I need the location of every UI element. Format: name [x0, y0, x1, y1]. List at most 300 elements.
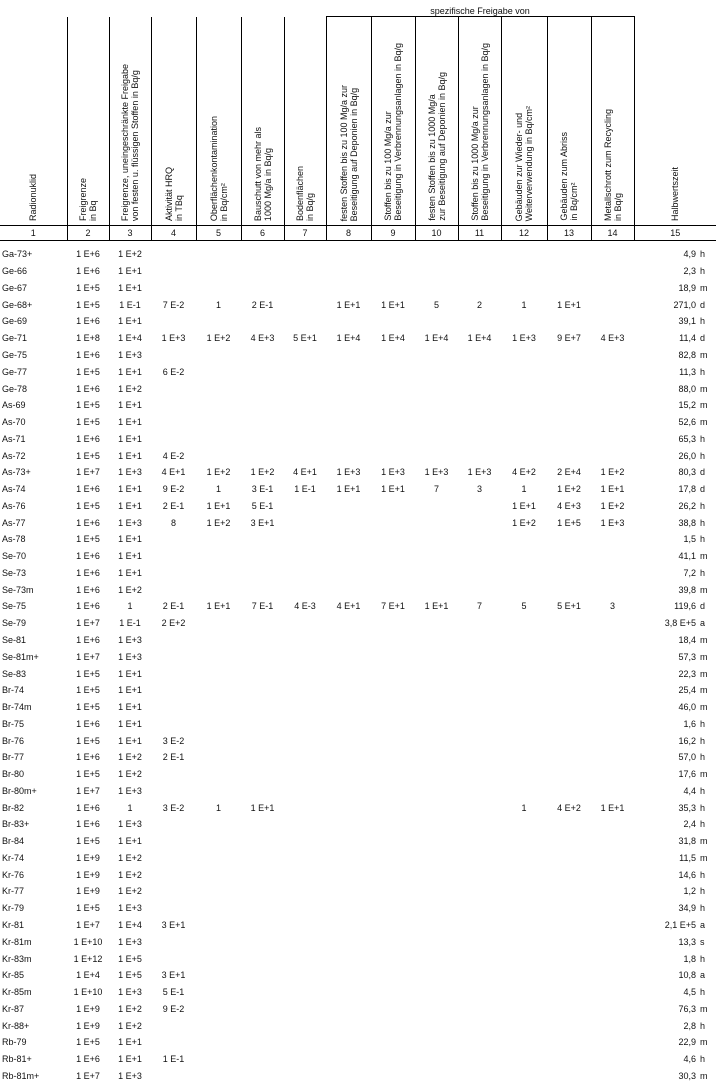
cell-col-8: [326, 632, 371, 649]
table-row: [0, 1034, 716, 1051]
column-header-5: [196, 17, 241, 226]
nuclide-name: Rb-81m+: [2, 1070, 40, 1081]
cell-col-13: [547, 950, 591, 967]
cell-col-13: [547, 430, 591, 447]
cell-col-11: [458, 933, 501, 950]
half-life-unit: h: [700, 802, 706, 813]
cell-col-2: 1 E+5: [76, 769, 100, 780]
cell-col-11: [458, 548, 501, 565]
cell-col-12: [501, 263, 547, 280]
half-life-value: 271,0: [673, 299, 697, 310]
half-life-value: 11,5: [679, 852, 697, 863]
half-life-cell: [634, 933, 716, 950]
cell-col-4: 2 E+2: [161, 618, 186, 629]
cell-col-11: [458, 950, 501, 967]
cell-col-9: [371, 833, 415, 850]
cell-col-3: 1 E+1: [118, 718, 142, 729]
cell-col-13: [547, 380, 591, 397]
half-life-cell: [634, 447, 716, 464]
cell-col-7: [284, 1034, 326, 1051]
cell-col-13: [547, 1034, 591, 1051]
cell-col-11: [458, 883, 501, 900]
cell-col-7: [284, 380, 326, 397]
cell-col-8: [326, 397, 371, 414]
half-life-unit: h: [700, 886, 706, 897]
cell-col-14: [591, 280, 634, 297]
cell-col-13: [547, 347, 591, 364]
table-row: [0, 632, 716, 649]
cell-col-10: [415, 917, 458, 934]
cell-col-13: [547, 632, 591, 649]
half-life-unit: m: [700, 349, 708, 360]
cell-col-11: [458, 414, 501, 431]
cell-col-3: 1 E+2: [118, 1003, 142, 1014]
cell-col-11: [458, 280, 501, 297]
cell-col-4: [151, 833, 196, 850]
half-life-value: 82,8: [678, 349, 697, 360]
cell-col-12: [501, 950, 547, 967]
cell-col-8: [326, 715, 371, 732]
cell-col-2: 1 E+5: [76, 450, 100, 461]
cell-col-11: 1 E+3: [467, 467, 492, 478]
cell-col-13: [547, 1000, 591, 1017]
table-row: [0, 648, 716, 665]
cell-col-3: 1 E+1: [118, 500, 142, 511]
cell-col-7: [284, 984, 326, 1001]
cell-col-4: 5 E-1: [162, 987, 185, 998]
cell-col-9: [371, 850, 415, 867]
table-row: [0, 917, 716, 934]
half-life-unit: m: [700, 282, 708, 293]
cell-col-12: [501, 1017, 547, 1034]
cell-col-7: [284, 816, 326, 833]
half-life-value: 46,0: [678, 702, 697, 713]
group-header-spezifische-freigabe: spezifische Freigabe von: [326, 0, 634, 17]
cell-col-7: [284, 615, 326, 632]
cell-col-10: [415, 632, 458, 649]
half-life-cell: [634, 648, 716, 665]
cell-col-5: 1 E+2: [206, 517, 231, 528]
cell-col-8: 4 E+1: [336, 601, 361, 612]
nuclide-name: Br-76: [2, 735, 25, 746]
cell-col-7: [284, 682, 326, 699]
cell-col-7: 4 E-3: [294, 601, 316, 612]
cell-col-10: 7: [433, 484, 439, 495]
cell-col-4: 4 E+1: [161, 467, 186, 478]
cell-col-5: [196, 263, 241, 280]
cell-col-5: [196, 917, 241, 934]
cell-col-9: [371, 632, 415, 649]
cell-col-4: [151, 766, 196, 783]
nuclide-name: Kr-74: [2, 852, 25, 863]
cell-col-5: [196, 883, 241, 900]
cell-col-11: [458, 984, 501, 1001]
cell-col-13: [547, 766, 591, 783]
cell-col-10: [415, 581, 458, 598]
cell-col-11: [458, 380, 501, 397]
cell-col-8: [326, 917, 371, 934]
cell-col-6: [241, 749, 284, 766]
cell-col-9: [371, 665, 415, 682]
cell-col-3: 1: [127, 802, 133, 813]
half-life-cell: [634, 497, 716, 514]
cell-col-6: [241, 950, 284, 967]
cell-col-8: [326, 816, 371, 833]
cell-col-5: [196, 363, 241, 380]
cell-col-9: [371, 933, 415, 950]
half-life-value: 35,3: [678, 802, 697, 813]
cell-col-11: [458, 917, 501, 934]
cell-col-6: [241, 280, 284, 297]
cell-col-6: [241, 313, 284, 330]
cell-col-5: [196, 615, 241, 632]
cell-col-6: [241, 699, 284, 716]
cell-col-10: [415, 967, 458, 984]
cell-col-8: 1 E+1: [336, 299, 361, 310]
cell-col-13: [547, 531, 591, 548]
cell-col-6: [241, 967, 284, 984]
half-life-cell: [634, 1034, 716, 1051]
cell-col-3: 1 E+3: [118, 651, 142, 662]
table-row: [0, 783, 716, 800]
table-row: [0, 313, 716, 330]
table-row: [0, 1068, 716, 1084]
cell-col-6: [241, 1000, 284, 1017]
cell-col-11: [458, 766, 501, 783]
half-life-cell: [634, 430, 716, 447]
nuclide-name: As-74: [2, 484, 26, 495]
table-row: [0, 1051, 716, 1068]
cell-col-4: 3 E-2: [162, 735, 185, 746]
cell-col-12: [501, 565, 547, 582]
half-life-value: 10,8: [678, 970, 697, 981]
cell-col-3: 1 E+1: [118, 534, 142, 545]
cell-col-7: [284, 883, 326, 900]
table-row: [0, 497, 716, 514]
half-life-unit: h: [700, 819, 706, 830]
cell-col-2: 1 E+5: [76, 366, 100, 377]
cell-col-11: [458, 565, 501, 582]
cell-col-2: 1 E+6: [76, 266, 100, 277]
cell-col-3: 1 E+1: [118, 702, 142, 713]
nuclide-name: Kr-77: [2, 886, 25, 897]
cell-col-2: 1 E+10: [73, 936, 103, 947]
column-number-row: [0, 226, 716, 241]
cell-col-4: 9 E-2: [162, 1003, 185, 1014]
cell-col-6: 3 E+1: [250, 517, 275, 528]
half-life-unit: m: [700, 383, 708, 394]
cell-col-4: [151, 900, 196, 917]
half-life-unit: a: [700, 618, 706, 629]
cell-col-12: [501, 967, 547, 984]
cell-col-14: [591, 615, 634, 632]
cell-col-3: 1 E+3: [118, 349, 142, 360]
cell-col-3: 1 E+3: [118, 785, 142, 796]
cell-col-7: [284, 581, 326, 598]
nuclide-name: Br-75: [2, 718, 25, 729]
half-life-unit: m: [700, 836, 708, 847]
column-header-label: Aktivität HRQ in TBq: [163, 166, 184, 221]
cell-col-3: 1 E+1: [118, 417, 142, 428]
column-header-14: [591, 17, 634, 226]
half-life-cell: [634, 481, 716, 498]
nuclide-name: Ge-66: [2, 266, 28, 277]
half-life-unit: m: [700, 551, 708, 562]
cell-col-14: 1 E+1: [600, 802, 625, 813]
column-number: 13: [547, 226, 591, 241]
cell-col-6: [241, 246, 284, 263]
half-life-unit: a: [700, 970, 706, 981]
cell-col-11: [458, 531, 501, 548]
cell-col-14: 1 E+3: [600, 517, 625, 528]
cell-col-2: 1 E+4: [76, 970, 100, 981]
cell-col-9: 7 E+1: [381, 601, 405, 612]
cell-col-3: 1 E+2: [118, 752, 142, 763]
cell-col-10: [415, 447, 458, 464]
cell-col-6: 3 E-1: [251, 484, 274, 495]
cell-col-5: [196, 380, 241, 397]
cell-col-3: 1 E+3: [118, 987, 142, 998]
half-life-cell: [634, 632, 716, 649]
cell-col-4: [151, 1034, 196, 1051]
cell-col-4: 4 E-2: [162, 450, 185, 461]
half-life-unit: h: [700, 785, 706, 796]
cell-col-11: [458, 665, 501, 682]
cell-col-12: [501, 414, 547, 431]
cell-col-6: [241, 1068, 284, 1084]
table-row: [0, 615, 716, 632]
column-header-12: [501, 17, 547, 226]
cell-col-2: 1 E+6: [76, 433, 100, 444]
column-number: 15: [634, 226, 716, 241]
cell-col-10: [415, 565, 458, 582]
column-header-label: Freigrenze, uneingeschränkte Freigabe von festen u. flüssigen Stoffen in Bq/g: [120, 63, 140, 221]
half-life-cell: [634, 598, 716, 615]
column-header-label: Metallschrott zum Recycling in Bq/g: [602, 108, 623, 221]
cell-col-5: [196, 816, 241, 833]
half-life-unit: m: [700, 634, 708, 645]
cell-col-2: 1 E+9: [76, 886, 100, 897]
nuclide-name: Ge-67: [2, 282, 28, 293]
table-row: [0, 531, 716, 548]
cell-col-13: [547, 933, 591, 950]
cell-col-9: [371, 682, 415, 699]
nuclide-name: Br-74m: [2, 702, 32, 713]
cell-col-14: [591, 1051, 634, 1068]
cell-col-14: [591, 850, 634, 867]
cell-col-8: [326, 799, 371, 816]
cell-col-7: [284, 933, 326, 950]
cell-col-14: [591, 430, 634, 447]
column-number: 3: [109, 226, 151, 241]
cell-col-14: [591, 363, 634, 380]
cell-col-9: [371, 581, 415, 598]
cell-col-14: [591, 766, 634, 783]
cell-col-14: [591, 531, 634, 548]
cell-col-13: [547, 548, 591, 565]
cell-col-5: [196, 833, 241, 850]
nuclide-name: Br-77: [2, 752, 25, 763]
cell-col-9: [371, 1000, 415, 1017]
nuclide-name: As-73+: [2, 467, 31, 478]
cell-col-6: [241, 682, 284, 699]
half-life-cell: [634, 296, 716, 313]
cell-col-3: 1 E+2: [118, 249, 142, 260]
cell-col-3: 1 E+3: [118, 517, 142, 528]
cell-col-5: [196, 1051, 241, 1068]
cell-col-4: [151, 1068, 196, 1084]
cell-col-10: [415, 263, 458, 280]
nuclide-name: Kr-81: [2, 920, 25, 930]
cell-col-2: 1 E+5: [76, 735, 100, 746]
cell-col-12: [501, 900, 547, 917]
table-row: [0, 565, 716, 582]
cell-col-11: [458, 682, 501, 699]
cell-col-9: [371, 950, 415, 967]
cell-col-12: 5: [521, 601, 527, 612]
half-life-value: 14,6: [678, 869, 697, 880]
half-life-value: 25,4: [678, 685, 697, 696]
cell-col-3: 1 E+1: [118, 685, 142, 696]
half-life-unit: h: [700, 249, 706, 260]
cell-col-14: [591, 749, 634, 766]
cell-col-5: [196, 967, 241, 984]
cell-col-9: [371, 514, 415, 531]
cell-col-7: [284, 799, 326, 816]
cell-col-4: [151, 632, 196, 649]
cell-col-12: [501, 548, 547, 565]
cell-col-6: [241, 615, 284, 632]
half-life-unit: h: [700, 500, 706, 511]
nuclide-name: Se-70: [2, 551, 27, 562]
cell-col-2: 1 E+7: [76, 1070, 100, 1081]
cell-col-14: [591, 1034, 634, 1051]
half-life-unit: h: [700, 366, 706, 377]
table-row: [0, 246, 716, 263]
half-life-value: 65,3: [678, 433, 697, 444]
half-life-value: 2,4: [683, 819, 697, 830]
half-life-value: 2,3: [683, 266, 697, 277]
column-header-label: Gebäuden zum Abriss in Bq/cm²: [559, 132, 579, 221]
cell-col-10: [415, 699, 458, 716]
half-life-cell: [634, 833, 716, 850]
cell-col-8: [326, 514, 371, 531]
half-life-cell: [634, 783, 716, 800]
cell-col-11: [458, 313, 501, 330]
cell-col-7: [284, 280, 326, 297]
cell-col-14: [591, 883, 634, 900]
table-row: [0, 380, 716, 397]
cell-col-13: 1 E+5: [557, 517, 581, 528]
half-life-cell: [634, 749, 716, 766]
cell-col-8: [326, 732, 371, 749]
cell-col-9: [371, 263, 415, 280]
cell-col-4: [151, 263, 196, 280]
nuclide-name: Kr-87: [2, 1003, 25, 1014]
cell-col-11: [458, 246, 501, 263]
cell-col-12: 1: [521, 802, 527, 813]
cell-col-11: [458, 833, 501, 850]
cell-col-9: [371, 766, 415, 783]
cell-col-2: 1 E+7: [76, 651, 100, 662]
table-row: [0, 1000, 716, 1017]
cell-col-3: 1 E+1: [118, 1054, 142, 1065]
cell-col-14: 3: [610, 601, 616, 612]
cell-col-13: [547, 699, 591, 716]
table-row: [0, 280, 716, 297]
cell-col-10: [415, 749, 458, 766]
cell-col-6: [241, 414, 284, 431]
cell-col-4: [151, 783, 196, 800]
cell-col-14: [591, 699, 634, 716]
cell-col-8: [326, 1051, 371, 1068]
cell-col-13: [547, 900, 591, 917]
table-row: [0, 665, 716, 682]
cell-col-10: [415, 615, 458, 632]
cell-col-3: 1 E+3: [118, 467, 142, 478]
cell-col-7: [284, 850, 326, 867]
cell-col-3: 1 E+3: [118, 903, 142, 914]
half-life-value: 80,3: [678, 467, 697, 478]
cell-col-7: [284, 783, 326, 800]
cell-col-13: [547, 749, 591, 766]
table-row: [0, 816, 716, 833]
cell-col-13: [547, 967, 591, 984]
cell-col-8: [326, 347, 371, 364]
column-number: 2: [67, 226, 109, 241]
cell-col-11: [458, 749, 501, 766]
nuclide-name: Se-81m+: [2, 651, 39, 662]
cell-col-13: [547, 363, 591, 380]
cell-col-4: [151, 313, 196, 330]
cell-col-9: [371, 732, 415, 749]
cell-col-12: [501, 883, 547, 900]
cell-col-11: [458, 447, 501, 464]
cell-col-5: [196, 950, 241, 967]
cell-col-13: [547, 648, 591, 665]
cell-col-9: [371, 783, 415, 800]
nuclide-name: Kr-76: [2, 869, 25, 880]
column-number: 5: [196, 226, 241, 241]
half-life-value: 4,4: [683, 785, 697, 796]
cell-col-6: [241, 866, 284, 883]
half-life-value: 34,9: [678, 903, 697, 914]
half-life-unit: m: [700, 584, 708, 595]
table-row: [0, 749, 716, 766]
cell-col-6: [241, 447, 284, 464]
cell-col-7: [284, 900, 326, 917]
cell-col-5: [196, 732, 241, 749]
cell-col-11: 2: [476, 299, 482, 310]
half-life-value: 4,5: [683, 987, 697, 998]
cell-col-3: 1 E+2: [118, 383, 142, 394]
half-life-cell: [634, 347, 716, 364]
half-life-value: 4,6: [683, 1054, 697, 1065]
cell-col-3: 1 E+1: [118, 282, 142, 293]
cell-col-2: 1 E+6: [76, 316, 100, 327]
cell-col-10: [415, 414, 458, 431]
cell-col-7: [284, 950, 326, 967]
table-row: [0, 363, 716, 380]
cell-col-8: [326, 1000, 371, 1017]
cell-col-5: [196, 397, 241, 414]
half-life-value: 1,5: [683, 534, 697, 545]
cell-col-8: [326, 246, 371, 263]
cell-col-9: [371, 380, 415, 397]
cell-col-6: 1 E+1: [250, 802, 275, 813]
cell-col-4: [151, 565, 196, 582]
cell-col-10: [415, 397, 458, 414]
